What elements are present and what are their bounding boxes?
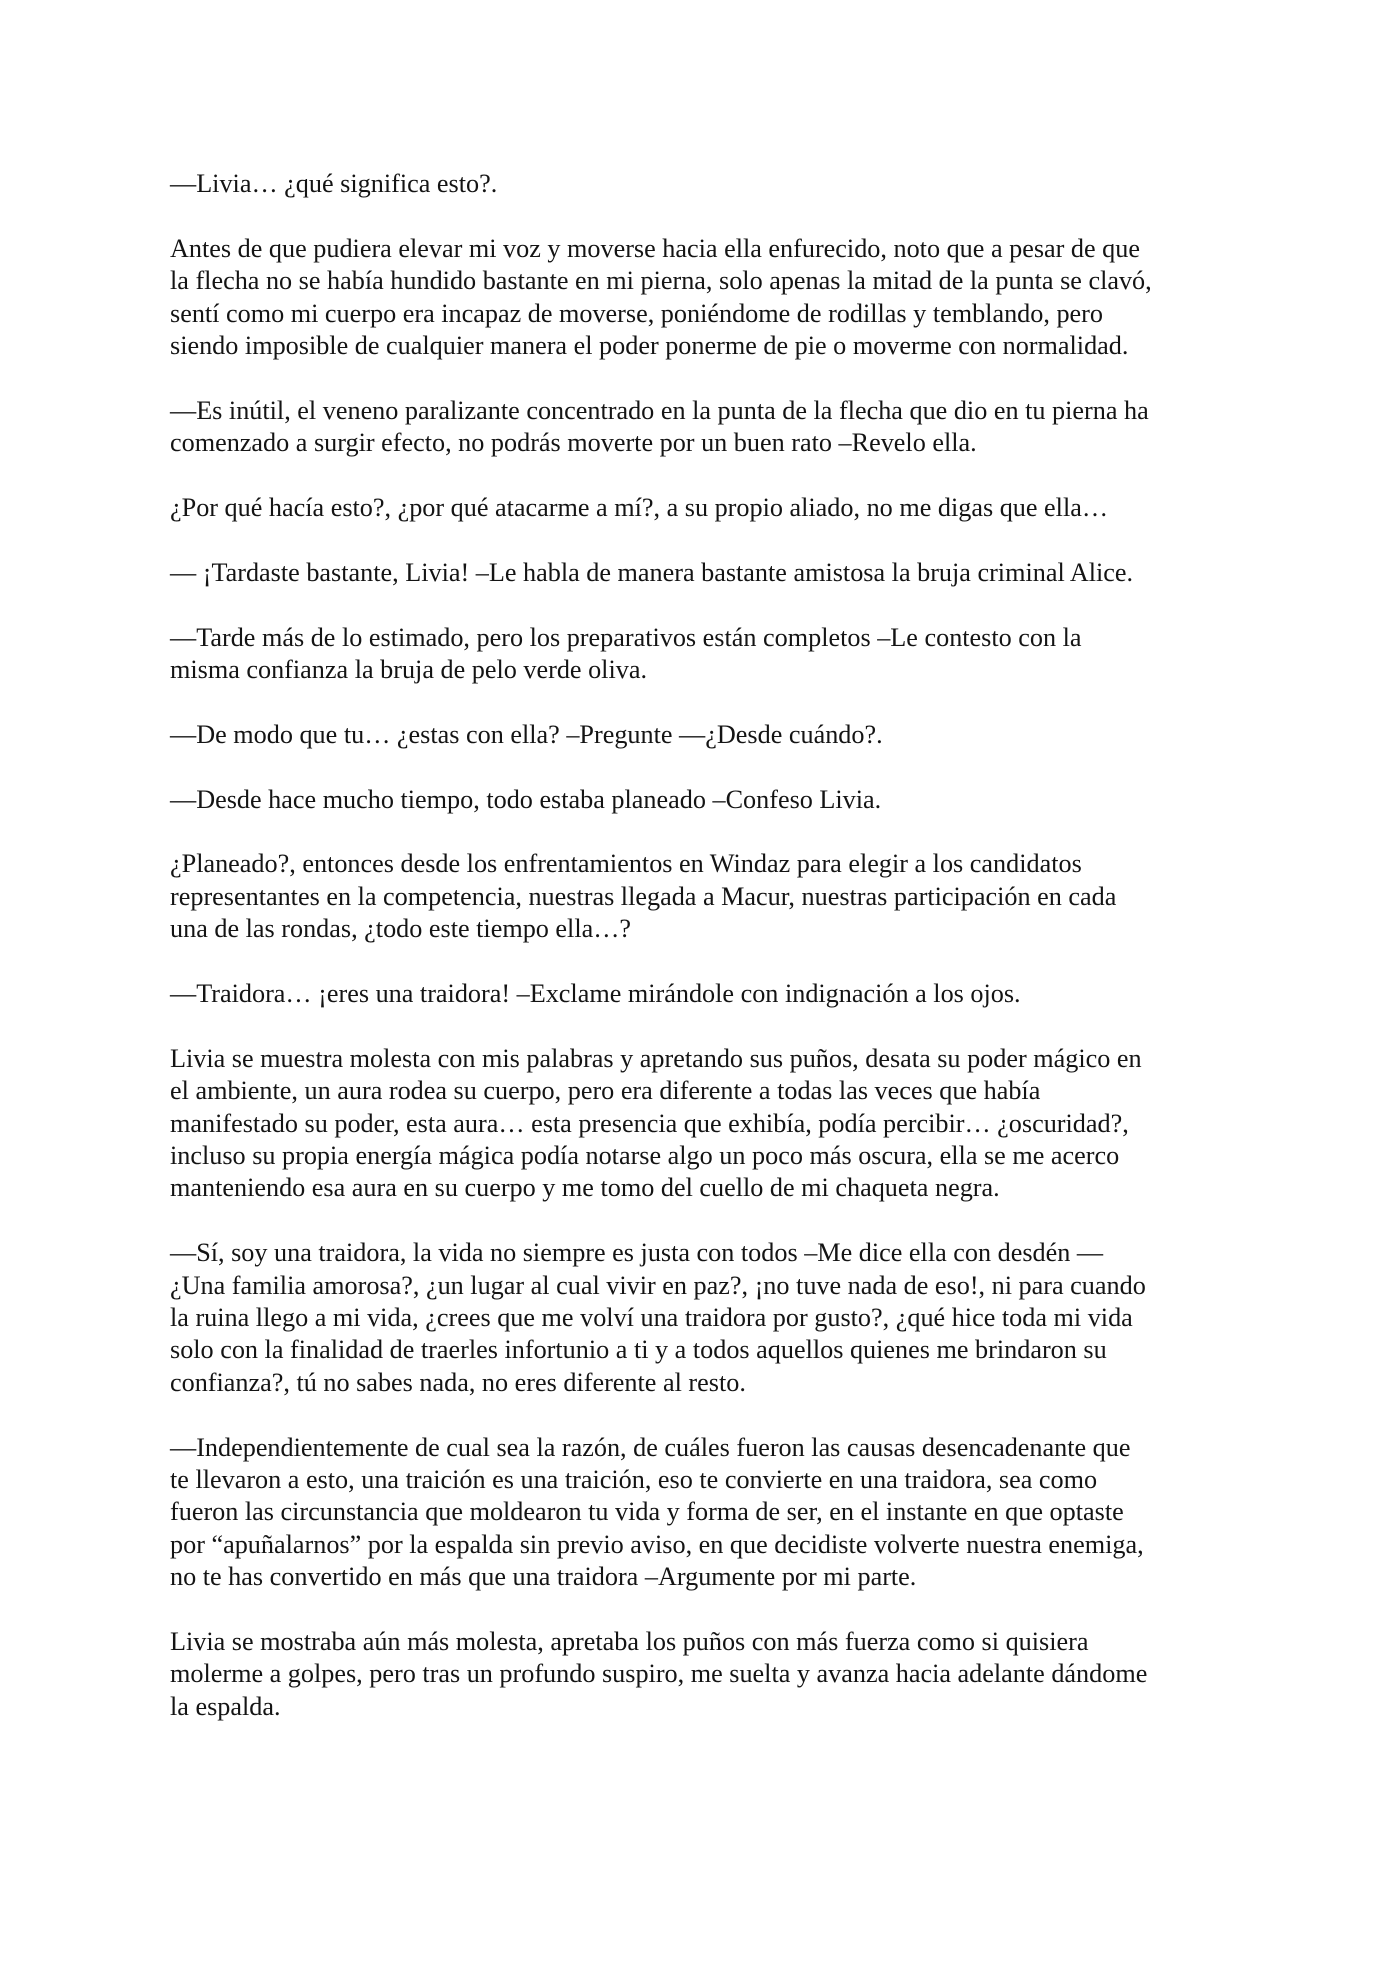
paragraph: — ¡Tardaste bastante, Livia! –Le habla de manera bastante amistosa la bruja criminal Alice. — [170, 557, 1134, 587]
paragraph: —Sí, soy una traidora, la vida no siempre es justa con todos –Me dice ella con desdén — ¿Una familia amorosa?, ¿un lugar al cual vivir en paz?, ¡no tuve nada de eso!, ni para cuando la ruina llego a mi vida, ¿crees que me volví una traidora por gusto?, ¿qué hice toda mi vida solo con la finalidad de traerles infortunio a ti y a todos aquellos quienes me brindaron su confianza?, tú no sabes nada, no eres diferente al resto. — [170, 1238, 1146, 1397]
paragraph: Antes de que pudiera elevar mi voz y moverse hacia ella enfurecido, noto que a pesar de que la flecha no se había hundido bastante en mi pierna, solo apenas la mitad de la punta se clavó, sentí como mi cuerpo era incapaz de moverse, poniéndome de rodillas y temblando, pero siendo imposible de cualquier manera el poder ponerme de pie o moverme con normalidad. — [170, 233, 1152, 361]
paragraph: —Livia… ¿qué significa esto?. — [170, 169, 498, 198]
paragraph: —De modo que tu… ¿estas con ella? –Pregunte —¿Desde cuándo?. — [170, 719, 883, 749]
paragraph: ¿Planeado?, entonces desde los enfrentamientos en Windaz para elegir a los candidatos representantes en la competencia, nuestras llegada a Macur, nuestras participación en cada una de las rondas, ¿todo este tiempo ella…? — [170, 849, 1117, 944]
paragraph: —Es inútil, el veneno paralizante concentrado en la punta de la flecha que dio en tu pierna ha comenzado a surgir efecto, no podrás moverte por un buen rato –Revelo ella. — [170, 395, 1149, 458]
paragraph: ¿Por qué hacía esto?, ¿por qué atacarme a mí?, a su propio aliado, no me digas que ella… — [170, 493, 1109, 523]
paragraph: —Independientemente de cual sea la razón, de cuáles fueron las causas desencadenante que te llevaron a esto, una traición es una traición, eso te convierte en una traidora, sea como fueron las circunstancia que moldearon tu vida y forma de ser, en el instante en que optaste por “apuñalarnos” por la espalda sin previo aviso, en que decidiste volverte nuestra enemiga, no te has convertido en más que una traidora –Argumente por mi parte. — [170, 1432, 1144, 1592]
paragraph: Livia se muestra molesta con mis palabras y apretando sus puños, desata su poder mágico en el ambiente, un aura rodea su cuerpo, pero era diferente a todas las veces que había manifestado su poder, esta aura… esta presencia que exhibía, podía percibir… ¿oscuridad?, incluso su propia energía mágica podía notarse algo un poco más oscura, ella se me acerco manteniendo esa aura en su cuerpo y me tomo del cuello de mi chaqueta negra. — [170, 1043, 1142, 1203]
paragraph: Livia se mostraba aún más molesta, apretaba los puños con más fuerza como si quisiera molerme a golpes, pero tras un profundo suspiro, me suelta y avanza hacia adelante dándome la espalda. — [170, 1627, 1148, 1721]
paragraph: —Traidora… ¡eres una traidora! –Exclame mirándole con indignación a los ojos. — [170, 979, 1021, 1009]
document-body — [170, 168, 1230, 1756]
paragraph: —Desde hace mucho tiempo, todo estaba planeado –Confeso Livia. — [170, 784, 882, 814]
paragraph: —Tarde más de lo estimado, pero los preparativos están completos –Le contesto con la misma confianza la bruja de pelo verde oliva. — [170, 622, 1082, 685]
